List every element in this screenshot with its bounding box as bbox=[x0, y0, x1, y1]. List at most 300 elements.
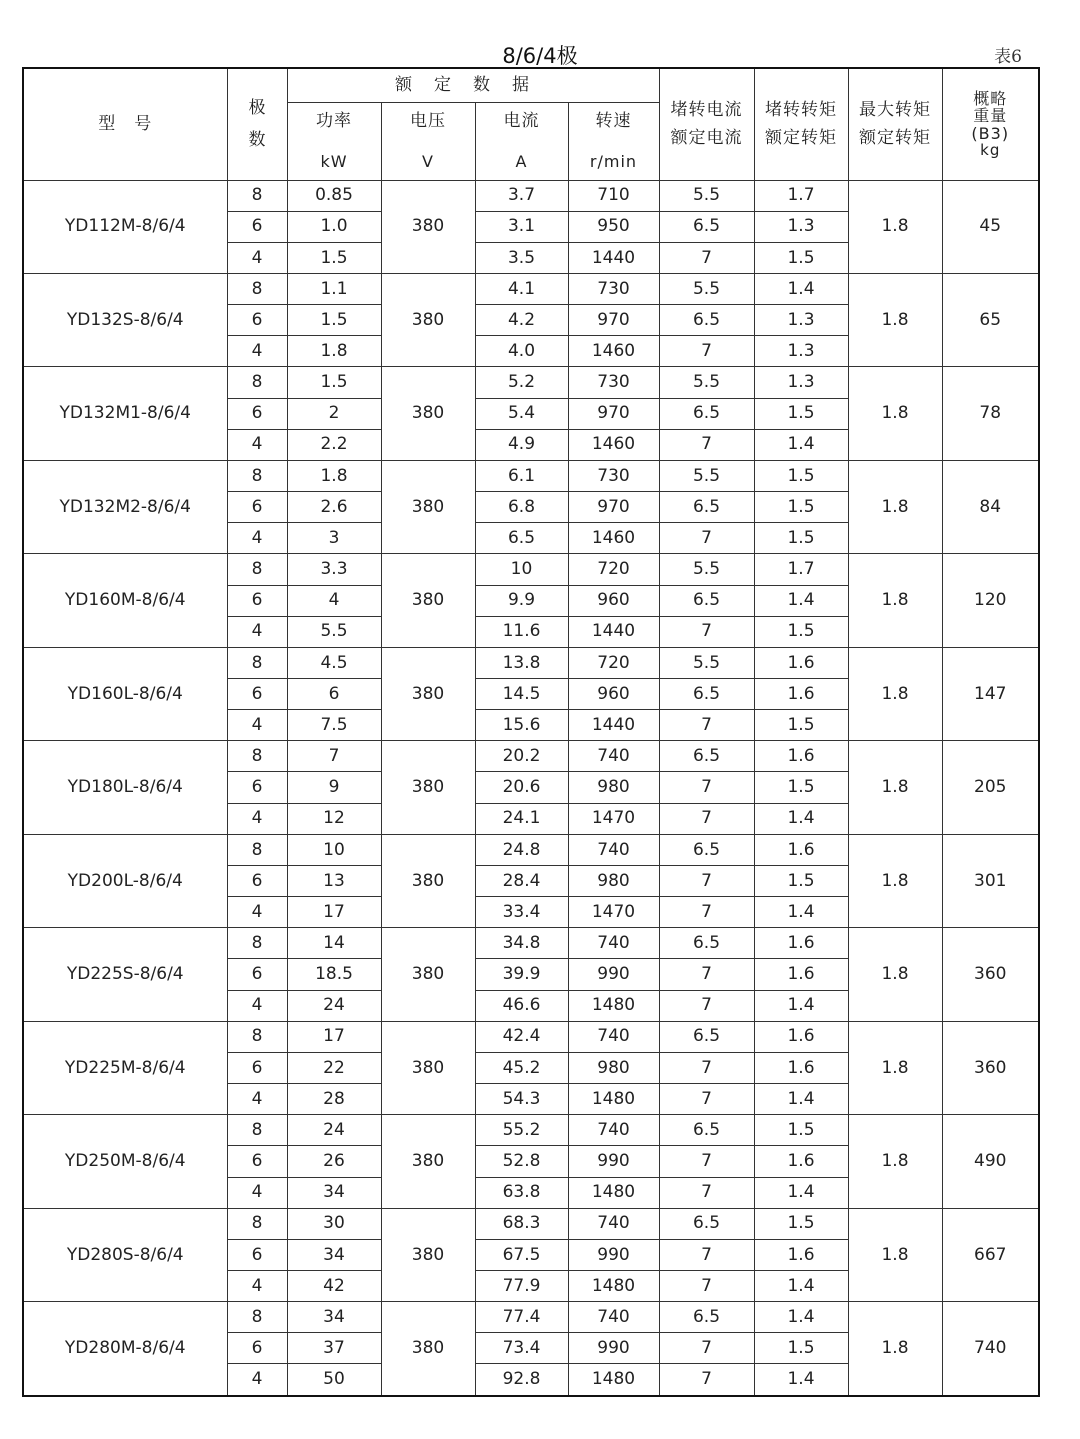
lr-current-ratio-cell: 6.5 bbox=[659, 1021, 754, 1052]
model-name-cell: YD225S-8/6/4 bbox=[23, 928, 227, 1021]
max-torque-ratio-cell: 1.8 bbox=[848, 554, 942, 647]
speed-cell: 970 bbox=[568, 305, 659, 336]
power-cell: 1.5 bbox=[287, 367, 381, 398]
poles-cell: 4 bbox=[227, 710, 287, 741]
speed-cell: 990 bbox=[568, 1239, 659, 1270]
current-cell: 15.6 bbox=[475, 710, 568, 741]
lr-current-ratio-cell: 6.5 bbox=[659, 1115, 754, 1146]
lr-torque-ratio-cell: 1.6 bbox=[754, 679, 848, 710]
lr-current-ratio-cell: 6.5 bbox=[659, 928, 754, 959]
speed-cell: 730 bbox=[568, 460, 659, 491]
lr-torque-ratio-cell: 1.4 bbox=[754, 585, 848, 616]
max-torque-ratio-cell: 1.8 bbox=[848, 647, 942, 740]
power-cell: 18.5 bbox=[287, 959, 381, 990]
power-cell: 37 bbox=[287, 1333, 381, 1364]
lr-torque-ratio-cell: 1.3 bbox=[754, 211, 848, 242]
lr-torque-ratio-cell: 1.4 bbox=[754, 1177, 848, 1208]
voltage-cell: 380 bbox=[381, 554, 475, 647]
weight-cell: 120 bbox=[942, 554, 1039, 647]
lr-current-ratio-cell: 5.5 bbox=[659, 460, 754, 491]
lr-current-ratio-cell: 7 bbox=[659, 1052, 754, 1083]
table-row bbox=[23, 1302, 1039, 1333]
lr-torque-ratio-cell: 1.4 bbox=[754, 1302, 848, 1333]
weight-cell: 65 bbox=[942, 273, 1039, 366]
current-cell: 20.2 bbox=[475, 741, 568, 772]
power-cell: 9 bbox=[287, 772, 381, 803]
table-row bbox=[23, 554, 1039, 585]
power-cell: 34 bbox=[287, 1177, 381, 1208]
voltage-cell: 380 bbox=[381, 834, 475, 927]
speed-cell: 980 bbox=[568, 1052, 659, 1083]
poles-cell: 6 bbox=[227, 1146, 287, 1177]
lr-current-ratio-cell: 7 bbox=[659, 1177, 754, 1208]
header-max-torque-ratio bbox=[848, 68, 942, 180]
lr-torque-ratio-cell: 1.5 bbox=[754, 1115, 848, 1146]
weight-cell: 667 bbox=[942, 1208, 1039, 1301]
max-torque-ratio-cell: 1.8 bbox=[848, 1115, 942, 1208]
lr-current-ratio-cell: 7 bbox=[659, 990, 754, 1021]
header-voltage-unit: V bbox=[422, 151, 434, 171]
header-weight-line4: kg bbox=[980, 141, 1001, 160]
lr-current-ratio-cell: 7 bbox=[659, 1084, 754, 1115]
table-row bbox=[23, 741, 1039, 772]
power-cell: 26 bbox=[287, 1146, 381, 1177]
speed-cell: 740 bbox=[568, 928, 659, 959]
current-cell: 77.4 bbox=[475, 1302, 568, 1333]
lr-current-ratio-cell: 7 bbox=[659, 242, 754, 273]
poles-cell: 6 bbox=[227, 1052, 287, 1083]
voltage-cell: 380 bbox=[381, 460, 475, 553]
power-cell: 5.5 bbox=[287, 616, 381, 647]
table-row bbox=[23, 1208, 1039, 1239]
lr-torque-ratio-cell: 1.5 bbox=[754, 1333, 848, 1364]
lr-torque-ratio-cell: 1.6 bbox=[754, 959, 848, 990]
lr-current-ratio-cell: 7 bbox=[659, 959, 754, 990]
poles-cell: 4 bbox=[227, 242, 287, 273]
header-weight-line2: 重量 bbox=[973, 106, 1008, 126]
current-cell: 52.8 bbox=[475, 1146, 568, 1177]
current-cell: 3.1 bbox=[475, 211, 568, 242]
lr-torque-ratio-cell: 1.5 bbox=[754, 1208, 848, 1239]
lr-current-ratio-cell: 6.5 bbox=[659, 834, 754, 865]
speed-cell: 1480 bbox=[568, 1364, 659, 1396]
poles-cell: 4 bbox=[227, 616, 287, 647]
lr-current-ratio-cell: 7 bbox=[659, 336, 754, 367]
power-cell: 28 bbox=[287, 1084, 381, 1115]
max-torque-ratio-cell: 1.8 bbox=[848, 1302, 942, 1396]
header-power-label: 功率 bbox=[316, 110, 352, 131]
weight-cell: 45 bbox=[942, 180, 1039, 273]
lr-current-ratio-cell: 5.5 bbox=[659, 273, 754, 304]
lr-torque-ratio-cell: 1.5 bbox=[754, 523, 848, 554]
lr-torque-ratio-cell: 1.5 bbox=[754, 772, 848, 803]
lr-torque-ratio-cell: 1.5 bbox=[754, 460, 848, 491]
lr-torque-ratio-cell: 1.5 bbox=[754, 616, 848, 647]
header-voltage bbox=[381, 102, 475, 180]
model-name-cell: YD280M-8/6/4 bbox=[23, 1302, 227, 1396]
poles-cell: 6 bbox=[227, 305, 287, 336]
max-torque-ratio-cell: 1.8 bbox=[848, 273, 942, 366]
power-cell: 0.85 bbox=[287, 180, 381, 211]
speed-cell: 1470 bbox=[568, 897, 659, 928]
poles-cell: 8 bbox=[227, 554, 287, 585]
speed-cell: 970 bbox=[568, 492, 659, 523]
power-cell: 1.8 bbox=[287, 336, 381, 367]
power-cell: 22 bbox=[287, 1052, 381, 1083]
voltage-cell: 380 bbox=[381, 741, 475, 834]
voltage-cell: 380 bbox=[381, 273, 475, 366]
speed-cell: 1440 bbox=[568, 616, 659, 647]
current-cell: 77.9 bbox=[475, 1270, 568, 1301]
lr-torque-ratio-cell: 1.3 bbox=[754, 336, 848, 367]
lr-torque-ratio-cell: 1.6 bbox=[754, 1239, 848, 1270]
lr-torque-ratio-cell: 1.4 bbox=[754, 1084, 848, 1115]
header-weight bbox=[942, 68, 1039, 180]
header-current bbox=[475, 102, 568, 180]
speed-cell: 1480 bbox=[568, 1270, 659, 1301]
voltage-cell: 380 bbox=[381, 928, 475, 1021]
speed-cell: 1480 bbox=[568, 1084, 659, 1115]
current-cell: 6.8 bbox=[475, 492, 568, 523]
current-cell: 4.0 bbox=[475, 336, 568, 367]
speed-cell: 1470 bbox=[568, 803, 659, 834]
header-poles-text: 极数 bbox=[248, 97, 267, 151]
current-cell: 4.2 bbox=[475, 305, 568, 336]
power-cell: 7.5 bbox=[287, 710, 381, 741]
current-cell: 63.8 bbox=[475, 1177, 568, 1208]
model-name-cell: YD160L-8/6/4 bbox=[23, 647, 227, 740]
voltage-cell: 380 bbox=[381, 1208, 475, 1301]
max-torque-ratio-cell: 1.8 bbox=[848, 1021, 942, 1114]
lr-current-ratio-cell: 7 bbox=[659, 429, 754, 460]
lr-current-ratio-cell: 7 bbox=[659, 1270, 754, 1301]
max-torque-ratio-cell: 1.8 bbox=[848, 928, 942, 1021]
current-cell: 46.6 bbox=[475, 990, 568, 1021]
voltage-cell: 380 bbox=[381, 367, 475, 460]
table-row bbox=[23, 1021, 1039, 1052]
table-row bbox=[23, 273, 1039, 304]
current-cell: 4.9 bbox=[475, 429, 568, 460]
table-row bbox=[23, 1115, 1039, 1146]
current-cell: 45.2 bbox=[475, 1052, 568, 1083]
lr-torque-ratio-cell: 1.4 bbox=[754, 1364, 848, 1396]
weight-cell: 84 bbox=[942, 460, 1039, 553]
speed-cell: 740 bbox=[568, 741, 659, 772]
current-cell: 14.5 bbox=[475, 679, 568, 710]
power-cell: 1.5 bbox=[287, 305, 381, 336]
power-cell: 3.3 bbox=[287, 554, 381, 585]
lr-current-ratio-cell: 7 bbox=[659, 1239, 754, 1270]
poles-cell: 8 bbox=[227, 1208, 287, 1239]
current-cell: 9.9 bbox=[475, 585, 568, 616]
speed-cell: 1460 bbox=[568, 429, 659, 460]
power-cell: 4.5 bbox=[287, 647, 381, 678]
power-cell: 4 bbox=[287, 585, 381, 616]
header-model: 型 号 bbox=[23, 68, 227, 180]
poles-cell: 4 bbox=[227, 1084, 287, 1115]
speed-cell: 1440 bbox=[568, 710, 659, 741]
header-lr-current-line2: 额定电流 bbox=[670, 128, 743, 149]
lr-current-ratio-cell: 5.5 bbox=[659, 367, 754, 398]
lr-torque-ratio-cell: 1.6 bbox=[754, 928, 848, 959]
lr-torque-ratio-cell: 1.6 bbox=[754, 741, 848, 772]
current-cell: 6.1 bbox=[475, 460, 568, 491]
current-cell: 3.5 bbox=[475, 242, 568, 273]
lr-current-ratio-cell: 7 bbox=[659, 710, 754, 741]
current-cell: 55.2 bbox=[475, 1115, 568, 1146]
lr-torque-ratio-cell: 1.7 bbox=[754, 554, 848, 585]
current-cell: 33.4 bbox=[475, 897, 568, 928]
weight-cell: 490 bbox=[942, 1115, 1039, 1208]
poles-cell: 6 bbox=[227, 211, 287, 242]
lr-current-ratio-cell: 7 bbox=[659, 1364, 754, 1396]
motor-spec-table bbox=[22, 67, 1040, 1397]
current-cell: 13.8 bbox=[475, 647, 568, 678]
model-name-cell: YD225M-8/6/4 bbox=[23, 1021, 227, 1114]
weight-cell: 360 bbox=[942, 928, 1039, 1021]
speed-cell: 990 bbox=[568, 959, 659, 990]
power-cell: 2.6 bbox=[287, 492, 381, 523]
weight-cell: 301 bbox=[942, 834, 1039, 927]
lr-torque-ratio-cell: 1.3 bbox=[754, 367, 848, 398]
lr-current-ratio-cell: 5.5 bbox=[659, 647, 754, 678]
speed-cell: 980 bbox=[568, 772, 659, 803]
poles-cell: 4 bbox=[227, 897, 287, 928]
model-name-cell: YD180L-8/6/4 bbox=[23, 741, 227, 834]
current-cell: 24.1 bbox=[475, 803, 568, 834]
lr-current-ratio-cell: 6.5 bbox=[659, 679, 754, 710]
lr-torque-ratio-cell: 1.5 bbox=[754, 398, 848, 429]
poles-cell: 4 bbox=[227, 336, 287, 367]
current-cell: 28.4 bbox=[475, 865, 568, 896]
header-speed bbox=[568, 102, 659, 180]
lr-current-ratio-cell: 7 bbox=[659, 523, 754, 554]
lr-torque-ratio-cell: 1.7 bbox=[754, 180, 848, 211]
current-cell: 5.4 bbox=[475, 398, 568, 429]
header-voltage-label: 电压 bbox=[410, 110, 446, 131]
power-cell: 17 bbox=[287, 1021, 381, 1052]
header-lr-torque-line2: 额定转矩 bbox=[765, 128, 837, 149]
header-current-label: 电流 bbox=[503, 110, 540, 131]
lr-torque-ratio-cell: 1.4 bbox=[754, 429, 848, 460]
speed-cell: 1480 bbox=[568, 1177, 659, 1208]
lr-current-ratio-cell: 6.5 bbox=[659, 1208, 754, 1239]
speed-cell: 720 bbox=[568, 647, 659, 678]
lr-torque-ratio-cell: 1.5 bbox=[754, 242, 848, 273]
lr-torque-ratio-cell: 1.5 bbox=[754, 710, 848, 741]
model-name-cell: YD250M-8/6/4 bbox=[23, 1115, 227, 1208]
speed-cell: 740 bbox=[568, 1208, 659, 1239]
lr-torque-ratio-cell: 1.4 bbox=[754, 897, 848, 928]
lr-torque-ratio-cell: 1.4 bbox=[754, 803, 848, 834]
header-lr-current-line1: 堵转电流 bbox=[670, 99, 743, 120]
poles-cell: 4 bbox=[227, 803, 287, 834]
table-row bbox=[23, 647, 1039, 678]
current-cell: 4.1 bbox=[475, 273, 568, 304]
power-cell: 42 bbox=[287, 1270, 381, 1301]
current-cell: 20.6 bbox=[475, 772, 568, 803]
table-row bbox=[23, 834, 1039, 865]
power-cell: 1.5 bbox=[287, 242, 381, 273]
poles-cell: 8 bbox=[227, 928, 287, 959]
lr-torque-ratio-cell: 1.6 bbox=[754, 1021, 848, 1052]
page-title: 8/6/4极 bbox=[502, 44, 578, 68]
current-cell: 10 bbox=[475, 554, 568, 585]
speed-cell: 730 bbox=[568, 367, 659, 398]
header-power-unit: kW bbox=[320, 151, 348, 171]
current-cell: 67.5 bbox=[475, 1239, 568, 1270]
speed-cell: 990 bbox=[568, 1333, 659, 1364]
speed-cell: 1460 bbox=[568, 336, 659, 367]
current-cell: 54.3 bbox=[475, 1084, 568, 1115]
power-cell: 3 bbox=[287, 523, 381, 554]
poles-cell: 4 bbox=[227, 1364, 287, 1396]
power-cell: 50 bbox=[287, 1364, 381, 1396]
max-torque-ratio-cell: 1.8 bbox=[848, 460, 942, 553]
lr-current-ratio-cell: 7 bbox=[659, 772, 754, 803]
current-cell: 73.4 bbox=[475, 1333, 568, 1364]
current-cell: 39.9 bbox=[475, 959, 568, 990]
power-cell: 34 bbox=[287, 1239, 381, 1270]
poles-cell: 6 bbox=[227, 398, 287, 429]
lr-current-ratio-cell: 5.5 bbox=[659, 180, 754, 211]
lr-current-ratio-cell: 6.5 bbox=[659, 305, 754, 336]
current-cell: 34.8 bbox=[475, 928, 568, 959]
lr-torque-ratio-cell: 1.5 bbox=[754, 492, 848, 523]
current-cell: 6.5 bbox=[475, 523, 568, 554]
lr-torque-ratio-cell: 1.4 bbox=[754, 1270, 848, 1301]
lr-torque-ratio-cell: 1.6 bbox=[754, 1146, 848, 1177]
power-cell: 14 bbox=[287, 928, 381, 959]
poles-cell: 4 bbox=[227, 990, 287, 1021]
poles-cell: 6 bbox=[227, 585, 287, 616]
lr-current-ratio-cell: 7 bbox=[659, 865, 754, 896]
power-cell: 24 bbox=[287, 990, 381, 1021]
header-poles bbox=[227, 68, 287, 180]
power-cell: 7 bbox=[287, 741, 381, 772]
header-current-unit: A bbox=[515, 151, 528, 171]
poles-cell: 8 bbox=[227, 180, 287, 211]
lr-current-ratio-cell: 6.5 bbox=[659, 585, 754, 616]
poles-cell: 6 bbox=[227, 865, 287, 896]
poles-cell: 8 bbox=[227, 1302, 287, 1333]
poles-cell: 6 bbox=[227, 679, 287, 710]
poles-cell: 8 bbox=[227, 367, 287, 398]
lr-current-ratio-cell: 7 bbox=[659, 897, 754, 928]
lr-current-ratio-cell: 7 bbox=[659, 1333, 754, 1364]
lr-current-ratio-cell: 6.5 bbox=[659, 741, 754, 772]
model-name-cell: YD160M-8/6/4 bbox=[23, 554, 227, 647]
table-row bbox=[23, 928, 1039, 959]
model-name-cell: YD132S-8/6/4 bbox=[23, 273, 227, 366]
lr-torque-ratio-cell: 1.3 bbox=[754, 305, 848, 336]
lr-current-ratio-cell: 7 bbox=[659, 803, 754, 834]
lr-current-ratio-cell: 7 bbox=[659, 1146, 754, 1177]
model-name-cell: YD132M1-8/6/4 bbox=[23, 367, 227, 460]
table-row bbox=[23, 460, 1039, 491]
poles-cell: 8 bbox=[227, 1115, 287, 1146]
current-cell: 68.3 bbox=[475, 1208, 568, 1239]
power-cell: 13 bbox=[287, 865, 381, 896]
current-cell: 24.8 bbox=[475, 834, 568, 865]
poles-cell: 8 bbox=[227, 460, 287, 491]
lr-current-ratio-cell: 5.5 bbox=[659, 554, 754, 585]
speed-cell: 990 bbox=[568, 1146, 659, 1177]
lr-current-ratio-cell: 6.5 bbox=[659, 211, 754, 242]
poles-cell: 6 bbox=[227, 1239, 287, 1270]
poles-cell: 8 bbox=[227, 273, 287, 304]
power-cell: 6 bbox=[287, 679, 381, 710]
table-row bbox=[23, 367, 1039, 398]
poles-cell: 8 bbox=[227, 834, 287, 865]
table-header bbox=[23, 68, 1039, 180]
header-lr-torque-ratio bbox=[754, 68, 848, 180]
power-cell: 12 bbox=[287, 803, 381, 834]
power-cell: 1.8 bbox=[287, 460, 381, 491]
speed-cell: 980 bbox=[568, 865, 659, 896]
speed-cell: 730 bbox=[568, 273, 659, 304]
max-torque-ratio-cell: 1.8 bbox=[848, 1208, 942, 1301]
max-torque-ratio-cell: 1.8 bbox=[848, 367, 942, 460]
power-cell: 1.1 bbox=[287, 273, 381, 304]
speed-cell: 740 bbox=[568, 1302, 659, 1333]
poles-cell: 8 bbox=[227, 741, 287, 772]
header-weight-line1: 概略 bbox=[973, 88, 1008, 108]
max-torque-ratio-cell: 1.8 bbox=[848, 741, 942, 834]
power-cell: 17 bbox=[287, 897, 381, 928]
power-cell: 34 bbox=[287, 1302, 381, 1333]
poles-cell: 6 bbox=[227, 772, 287, 803]
header-speed-unit: r/min bbox=[589, 151, 638, 171]
current-cell: 92.8 bbox=[475, 1364, 568, 1396]
table-row bbox=[23, 180, 1039, 211]
power-cell: 2.2 bbox=[287, 429, 381, 460]
speed-cell: 960 bbox=[568, 679, 659, 710]
model-name-cell: YD200L-8/6/4 bbox=[23, 834, 227, 927]
header-weight-line3: (B3) bbox=[971, 123, 1010, 143]
table-number: 表6 bbox=[994, 47, 1022, 67]
current-cell: 42.4 bbox=[475, 1021, 568, 1052]
voltage-cell: 380 bbox=[381, 1021, 475, 1114]
current-cell: 3.7 bbox=[475, 180, 568, 211]
power-cell: 1.0 bbox=[287, 211, 381, 242]
poles-cell: 6 bbox=[227, 1333, 287, 1364]
max-torque-ratio-cell: 1.8 bbox=[848, 180, 942, 273]
voltage-cell: 380 bbox=[381, 180, 475, 273]
current-cell: 11.6 bbox=[475, 616, 568, 647]
header-max-torque-line2: 额定转矩 bbox=[859, 128, 931, 149]
model-name-cell: YD112M-8/6/4 bbox=[23, 180, 227, 273]
voltage-cell: 380 bbox=[381, 647, 475, 740]
weight-cell: 78 bbox=[942, 367, 1039, 460]
speed-cell: 1460 bbox=[568, 523, 659, 554]
lr-torque-ratio-cell: 1.4 bbox=[754, 990, 848, 1021]
poles-cell: 4 bbox=[227, 1270, 287, 1301]
poles-cell: 4 bbox=[227, 1177, 287, 1208]
header-speed-label: 转速 bbox=[595, 110, 632, 131]
lr-current-ratio-cell: 6.5 bbox=[659, 1302, 754, 1333]
weight-cell: 147 bbox=[942, 647, 1039, 740]
table-body bbox=[23, 180, 1039, 1396]
voltage-cell: 380 bbox=[381, 1302, 475, 1396]
lr-current-ratio-cell: 6.5 bbox=[659, 492, 754, 523]
power-cell: 30 bbox=[287, 1208, 381, 1239]
lr-torque-ratio-cell: 1.6 bbox=[754, 834, 848, 865]
speed-cell: 710 bbox=[568, 180, 659, 211]
current-cell: 5.2 bbox=[475, 367, 568, 398]
lr-current-ratio-cell: 7 bbox=[659, 616, 754, 647]
speed-cell: 1480 bbox=[568, 990, 659, 1021]
